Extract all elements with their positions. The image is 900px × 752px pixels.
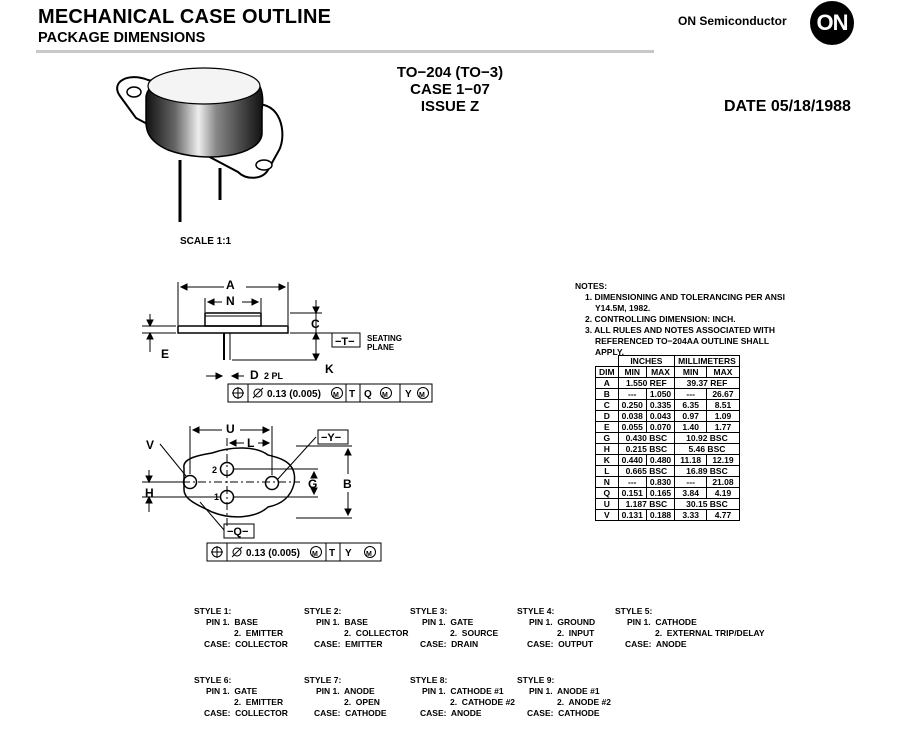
pin-style-line: 2. EMITTER bbox=[234, 628, 284, 638]
fcf1-tolerance: 0.13 (0.005) bbox=[267, 389, 321, 400]
pin-style-line: 2. SOURCE bbox=[450, 628, 499, 638]
table-cell: 3.84 bbox=[675, 488, 707, 499]
table-row bbox=[596, 400, 740, 411]
brand-name: ON Semiconductor bbox=[678, 14, 787, 28]
table-cell: --- bbox=[618, 389, 646, 400]
pin-style-line: CASE: EMITTER bbox=[314, 639, 383, 649]
table-cell: 0.430 BSC bbox=[618, 433, 675, 444]
notes-heading: NOTES: bbox=[575, 281, 608, 291]
fcf2-mmc-1: M bbox=[312, 551, 318, 558]
dimensions-table bbox=[595, 355, 740, 521]
table-cell: 39.37 REF bbox=[675, 378, 740, 389]
table-cell: 10.92 BSC bbox=[675, 433, 740, 444]
table-cell: K bbox=[596, 455, 619, 466]
table-row bbox=[596, 499, 740, 510]
pin-style-line: 2. ANODE #2 bbox=[557, 697, 612, 707]
table-cell: 8.51 bbox=[707, 400, 740, 411]
scale-label: SCALE 1:1 bbox=[180, 236, 232, 247]
pin-style-name: STYLE 4: bbox=[517, 606, 555, 616]
pin-style-line: CASE: OUTPUT bbox=[527, 639, 594, 649]
table-cell: A bbox=[596, 378, 619, 389]
table-cell: 0.131 bbox=[618, 510, 646, 521]
fcf2-datum-Y: Y bbox=[345, 548, 352, 559]
dim-N-label: N bbox=[226, 294, 235, 308]
table-cell: E bbox=[596, 422, 619, 433]
table-cell: 5.46 BSC bbox=[675, 444, 740, 455]
dim-C-label: C bbox=[311, 317, 320, 331]
table-row bbox=[596, 433, 740, 444]
table-cell: D bbox=[596, 411, 619, 422]
page-title: MECHANICAL CASE OUTLINE bbox=[38, 6, 332, 28]
table-cell: U bbox=[596, 499, 619, 510]
table-cell: 0.151 bbox=[618, 488, 646, 499]
fcf1-mmc-1: M bbox=[333, 392, 339, 399]
table-cell: 0.188 bbox=[646, 510, 674, 521]
dim-A-label: A bbox=[226, 278, 235, 292]
fcf2-tolerance: 0.13 (0.005) bbox=[246, 548, 300, 559]
mm-min-header: MIN bbox=[675, 367, 707, 378]
pin-style-name: STYLE 3: bbox=[410, 606, 448, 616]
table-cell: 0.335 bbox=[646, 400, 674, 411]
table-row bbox=[596, 389, 740, 400]
table-cell: 3.33 bbox=[675, 510, 707, 521]
table-row bbox=[596, 477, 740, 488]
pin-style-line: PIN 1. ANODE #1 bbox=[529, 686, 600, 696]
pin-style-line: 2. COLLECTOR bbox=[344, 628, 409, 638]
pin-style-name: STYLE 6: bbox=[194, 675, 232, 685]
table-cell: 0.480 bbox=[646, 455, 674, 466]
table-cell: H bbox=[596, 444, 619, 455]
pin-style-name: STYLE 7: bbox=[304, 675, 342, 685]
document-date: DATE 05/18/1988 bbox=[724, 98, 851, 115]
dim-E-label: E bbox=[161, 347, 170, 361]
table-cell: 1.77 bbox=[707, 422, 740, 433]
table-cell: G bbox=[596, 433, 619, 444]
table-cell: 1.050 bbox=[646, 389, 674, 400]
pin-style-block bbox=[410, 606, 498, 650]
pin-style-line: PIN 1. CATHODE bbox=[627, 617, 697, 627]
pin-style-name: STYLE 9: bbox=[517, 675, 555, 685]
table-row bbox=[596, 488, 740, 499]
on-logo: ON bbox=[810, 1, 854, 45]
pin-style-block bbox=[517, 675, 611, 719]
page-subtitle: PACKAGE DIMENSIONS bbox=[38, 30, 206, 46]
table-cell: 6.35 bbox=[675, 400, 707, 411]
table-cell: L bbox=[596, 466, 619, 477]
pin-style-line: PIN 1. BASE bbox=[206, 617, 258, 627]
table-cell: N bbox=[596, 477, 619, 488]
note-2: 2. CONTROLLING DIMENSION: INCH. bbox=[585, 314, 736, 324]
pin-style-line: PIN 1. ANODE bbox=[316, 686, 375, 696]
table-cell: --- bbox=[675, 477, 707, 488]
dim-L-label: L bbox=[247, 436, 255, 450]
dimensions-body bbox=[596, 378, 740, 521]
table-cell: 0.043 bbox=[646, 411, 674, 422]
pin-style-line: CASE: ANODE bbox=[420, 708, 482, 718]
notes-block bbox=[575, 281, 795, 358]
table-row bbox=[596, 455, 740, 466]
dim-V-label: V bbox=[146, 438, 155, 452]
note-3: 3. ALL RULES AND NOTES ASSOCIATED WITH REFERENCED TO−204AA OUTLINE SHALL APPLY. bbox=[585, 325, 775, 357]
table-cell: 0.038 bbox=[618, 411, 646, 422]
fcf1-datum-T: T bbox=[349, 389, 356, 400]
table-cell: 0.215 BSC bbox=[618, 444, 675, 455]
table-cell: 12.19 bbox=[707, 455, 740, 466]
table-cell: 16.89 BSC bbox=[675, 466, 740, 477]
pin-style-block bbox=[615, 606, 765, 650]
table-cell: 4.77 bbox=[707, 510, 740, 521]
pin-style-line: 2. EMITTER bbox=[234, 697, 284, 707]
note-1: 1. DIMENSIONING AND TOLERANCING PER ANSI Y14.5M, 1982. bbox=[585, 292, 785, 313]
case-number: CASE 1−07 bbox=[410, 81, 490, 98]
mm-max-header: MAX bbox=[707, 367, 740, 378]
pin-style-name: STYLE 1: bbox=[194, 606, 232, 616]
pin-style-line: CASE: CATHODE bbox=[314, 708, 387, 718]
table-cell: 0.055 bbox=[618, 422, 646, 433]
table-cell: 1.550 REF bbox=[618, 378, 675, 389]
fcf2-datum-T: T bbox=[329, 548, 336, 559]
plane-label: PLANE bbox=[367, 343, 395, 352]
pin-style-block bbox=[194, 606, 288, 650]
pin-style-block bbox=[517, 606, 595, 650]
dim-col-header: DIM bbox=[596, 367, 619, 378]
dim-B-label: B bbox=[343, 477, 352, 491]
dim-U-label: U bbox=[226, 422, 235, 436]
top-view bbox=[142, 426, 381, 561]
pin-style-name: STYLE 5: bbox=[615, 606, 653, 616]
pin-style-line: CASE: COLLECTOR bbox=[204, 639, 288, 649]
pin-style-name: STYLE 2: bbox=[304, 606, 342, 616]
pin-style-line: 2. OPEN bbox=[344, 697, 380, 707]
pin-style-line: PIN 1. GROUND bbox=[529, 617, 596, 627]
dim-H-label: H bbox=[145, 486, 154, 500]
inches-header: INCHES bbox=[618, 356, 675, 367]
pin-style-line: PIN 1. GATE bbox=[206, 686, 258, 696]
pin-style-line: CASE: COLLECTOR bbox=[204, 708, 288, 718]
table-cell: 21.08 bbox=[707, 477, 740, 488]
table-cell: 0.830 bbox=[646, 477, 674, 488]
two-pl-label: 2 PL bbox=[264, 371, 284, 381]
table-row bbox=[596, 378, 740, 389]
fcf1-mmc-2: M bbox=[382, 392, 388, 399]
fcf1-mmc-3: M bbox=[419, 392, 425, 399]
pin-style-line: 2. CATHODE #2 bbox=[450, 697, 516, 707]
pin-style-block bbox=[410, 675, 515, 719]
fcf1-datum-Y: Y bbox=[405, 389, 412, 400]
fcf1-datum-Q: Q bbox=[364, 389, 372, 400]
table-row bbox=[596, 510, 740, 521]
pin-style-name: STYLE 8: bbox=[410, 675, 448, 685]
in-min-header: MIN bbox=[618, 367, 646, 378]
table-cell: 0.165 bbox=[646, 488, 674, 499]
table-cell: 0.250 bbox=[618, 400, 646, 411]
issue-label: ISSUE Z bbox=[420, 98, 480, 115]
pin-style-line: PIN 1. BASE bbox=[316, 617, 368, 627]
dim-K-label: K bbox=[325, 362, 334, 376]
table-row bbox=[596, 411, 740, 422]
pin-style-line: PIN 1. GATE bbox=[422, 617, 474, 627]
table-cell: --- bbox=[675, 389, 707, 400]
fcf2-mmc-2: M bbox=[366, 551, 372, 558]
pin-style-block bbox=[194, 675, 288, 719]
seating-label: SEATING bbox=[367, 334, 402, 343]
pin-style-block bbox=[304, 675, 387, 719]
table-row bbox=[596, 466, 740, 477]
table-cell: B bbox=[596, 389, 619, 400]
package-3d-image bbox=[117, 68, 282, 222]
side-view-labels bbox=[161, 278, 425, 400]
datum-Q-label: −Q− bbox=[227, 526, 249, 538]
table-cell: 4.19 bbox=[707, 488, 740, 499]
table-cell: 0.440 bbox=[618, 455, 646, 466]
table-cell: 0.070 bbox=[646, 422, 674, 433]
table-cell: Q bbox=[596, 488, 619, 499]
pin-style-line: PIN 1. CATHODE #1 bbox=[422, 686, 504, 696]
table-cell: 11.18 bbox=[675, 455, 707, 466]
table-cell: 1.09 bbox=[707, 411, 740, 422]
pin1-label: 1 bbox=[214, 492, 220, 502]
pin-style-line: CASE: ANODE bbox=[625, 639, 687, 649]
pin-style-line: CASE: DRAIN bbox=[420, 639, 479, 649]
datum-Y-label: −Y− bbox=[321, 432, 342, 444]
dim-D-label: D bbox=[250, 368, 259, 382]
package-type: TO−204 (TO−3) bbox=[396, 64, 504, 81]
millimeters-header: MILLIMETERS bbox=[675, 356, 740, 367]
table-cell: 26.67 bbox=[707, 389, 740, 400]
pin-style-block bbox=[304, 606, 409, 650]
pin-style-line: 2. EXTERNAL TRIP/DELAY bbox=[655, 628, 765, 638]
table-cell: 0.97 bbox=[675, 411, 707, 422]
table-row bbox=[596, 444, 740, 455]
table-cell: 1.40 bbox=[675, 422, 707, 433]
table-cell: --- bbox=[618, 477, 646, 488]
table-cell: 1.187 BSC bbox=[618, 499, 675, 510]
table-cell: V bbox=[596, 510, 619, 521]
in-max-header: MAX bbox=[646, 367, 674, 378]
dim-G-label: G bbox=[308, 477, 318, 491]
table-cell: C bbox=[596, 400, 619, 411]
table-cell: 30.15 BSC bbox=[675, 499, 740, 510]
datum-T-label: −T− bbox=[335, 336, 355, 348]
pin2-label: 2 bbox=[212, 465, 218, 475]
table-row bbox=[596, 422, 740, 433]
table-cell: 0.665 BSC bbox=[618, 466, 675, 477]
pin-style-line: 2. INPUT bbox=[557, 628, 595, 638]
pin-style-line: CASE: CATHODE bbox=[527, 708, 600, 718]
